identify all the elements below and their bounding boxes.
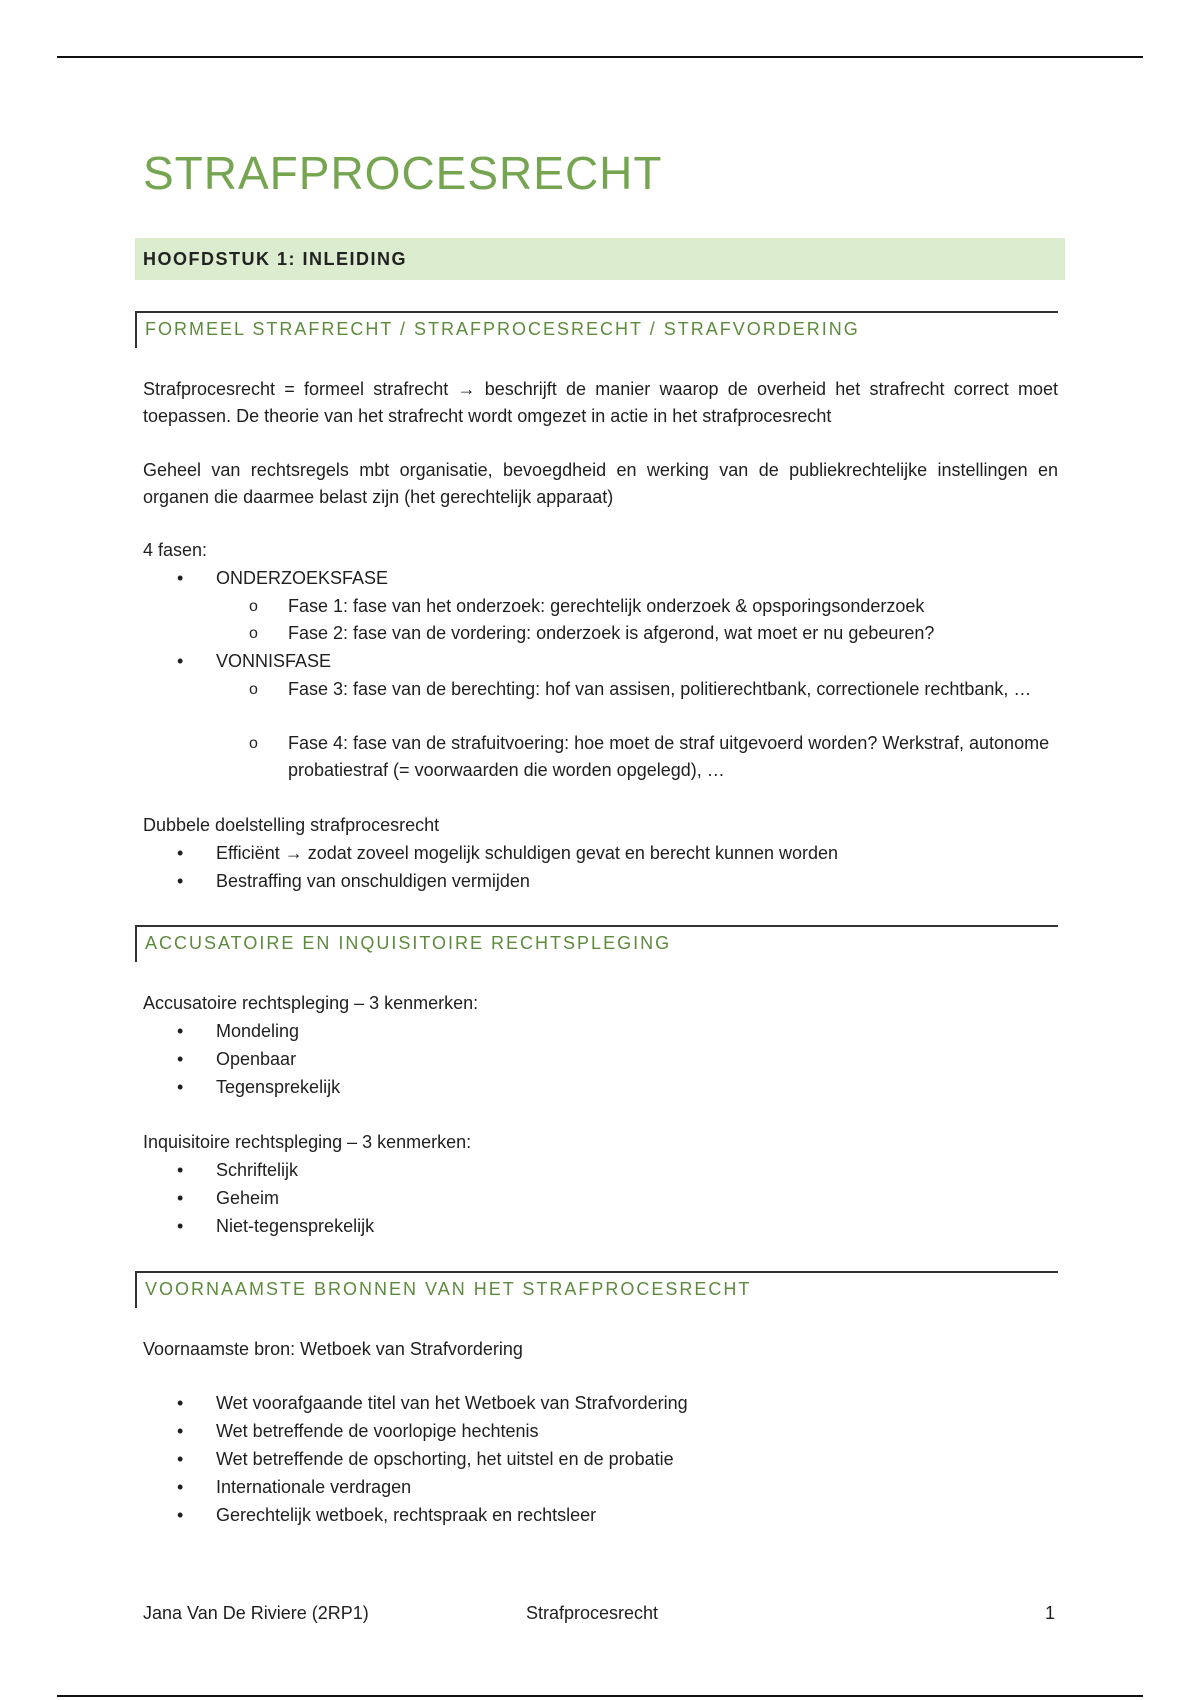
paragraph-definition: Strafprocesrecht = formeel strafrecht → beschrijft de manier waarop de overheid het strafrecht correct moet toepassen. De theorie van het strafrecht wordt omgezet in actie in het strafprocesrecht [143, 379, 1058, 426]
inquisitoire-label: Inquisitoire rechtspleging – 3 kenmerken: [143, 1132, 472, 1152]
document-title: STRAFPROCESRECHT [143, 147, 663, 199]
phases-label: 4 fasen: [143, 540, 208, 560]
footer-course: Strafprocesrecht [526, 1603, 659, 1623]
section-heading-text: FORMEEL STRAFRECHT / STRAFPROCESRECHT / STRAFVORDERING [145, 319, 860, 339]
bottom-rule [57, 1695, 1143, 1697]
paragraph-rechtsregels: Geheel van rechtsregels mbt organisatie, bevoegdheid en werking van de publiekrechtelijke instellingen en organen die daarmee belast zijn (het gerechtelijk apparaat) [143, 460, 1058, 507]
chapter-banner [135, 238, 1065, 280]
top-rule [57, 56, 1143, 58]
goals-label: Dubbele doelstelling strafprocesrecht [143, 815, 440, 835]
footer-author: Jana Van De Riviere (2RP1) [143, 1603, 369, 1623]
footer-page-number: 1 [1045, 1603, 1056, 1623]
chapter-title: HOOFDSTUK 1: INLEIDING [143, 248, 408, 269]
section-heading-bronnen [135, 1271, 1058, 1308]
section-heading-text: ACCUSATOIRE EN INQUISITOIRE RECHTSPLEGING [145, 933, 672, 953]
accusatoire-label: Accusatoire rechtspleging – 3 kenmerken: [143, 993, 479, 1013]
source-label: Voornaamste bron: Wetboek van Strafvordering [143, 1339, 523, 1359]
section-heading-rechtspleging [135, 925, 1058, 962]
section-heading-formeel [135, 311, 1058, 348]
section-heading-text: VOORNAAMSTE BRONNEN VAN HET STRAFPROCESRECHT [145, 1279, 752, 1299]
